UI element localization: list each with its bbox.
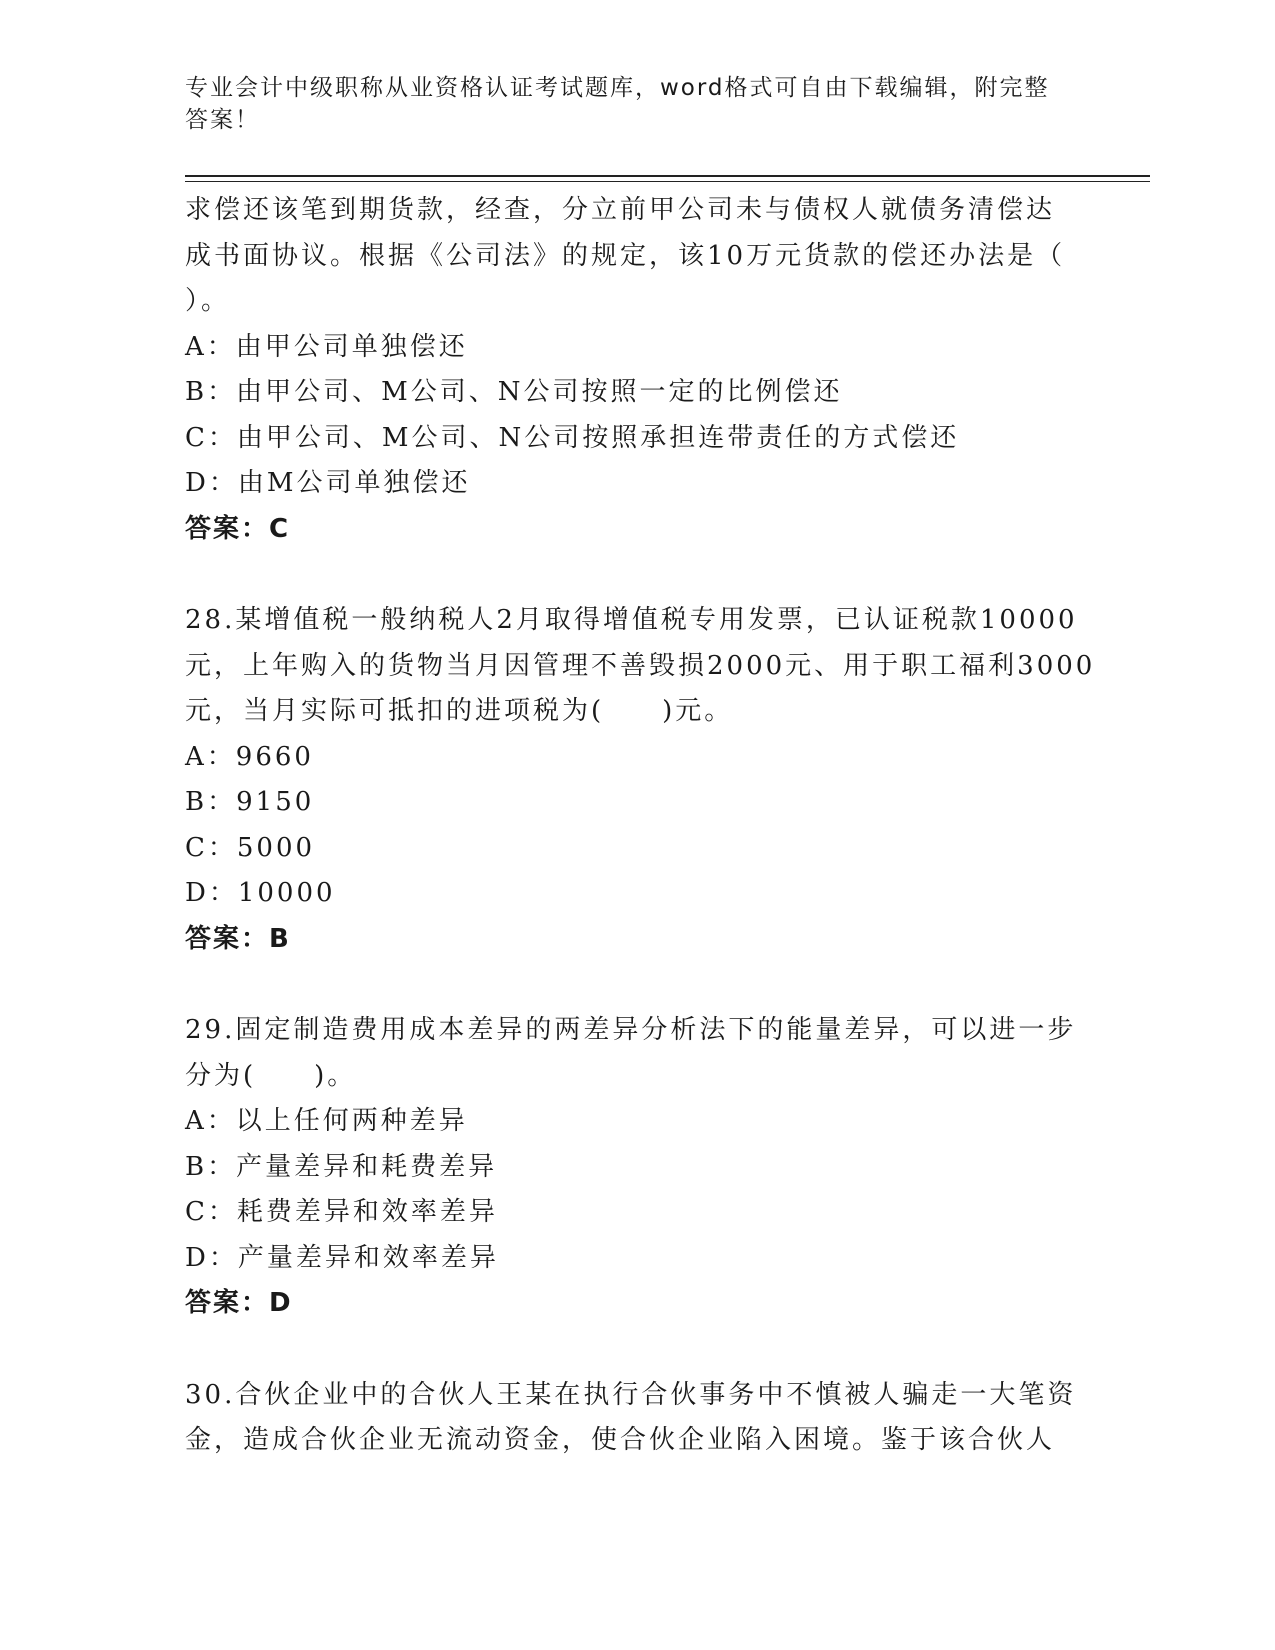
option-a: A：以上任何两种差异 [185, 1106, 468, 1136]
question-text-line: 分为( )。 [185, 1060, 357, 1091]
option-d: D：由M公司单独偿还 [185, 468, 471, 498]
question-text-line: 30.合伙企业中的合伙人王某在执行合伙事务中不慎被人骗走一大笔资 [185, 1379, 1077, 1410]
option-b: B：由甲公司、M公司、N公司按照一定的比例偿还 [185, 377, 843, 407]
question-text-line: 成书面协议。根据《公司法》的规定，该10万元货款的偿还办法是（ [185, 240, 1066, 271]
option-d: D：产量差异和效率差异 [185, 1242, 499, 1273]
question-30 [185, 1373, 1085, 1464]
answer-label: 答案：C [185, 513, 291, 544]
question-29 [185, 1008, 1085, 1327]
question-text-line: 元，上年购入的货物当月因管理不善毁损2000元、用于职工福利3000 [185, 650, 1096, 681]
page-header: 专业会计中级职称从业资格认证考试题库，word格式可自由下载编辑，附完整答案！ [185, 75, 1050, 133]
header-divider-thick [185, 175, 1150, 177]
question-text-line: 求偿还该笔到期货款，经查，分立前甲公司未与债权人就债务清偿达 [185, 195, 1056, 225]
answer-label: 答案：B [185, 923, 291, 954]
option-c: C：耗费差异和效率差异 [185, 1197, 498, 1227]
answer-label: 答案：D [185, 1288, 293, 1318]
question-text-line: 29.固定制造费用成本差异的两差异分析法下的能量差异，可以进一步 [185, 1015, 1077, 1045]
option-b: B：产量差异和耗费差异 [185, 1151, 498, 1182]
spacer [185, 1327, 1085, 1373]
spacer [185, 552, 1085, 598]
question-text-line: ）。 [185, 286, 231, 316]
question-text-line: 金，造成合伙企业无流动资金，使合伙企业陷入困境。鉴于该合伙人 [185, 1425, 1056, 1455]
question-content [185, 188, 1096, 1464]
option-d: D：10000 [185, 878, 336, 908]
option-a: A：由甲公司单独偿还 [185, 331, 468, 362]
question-text-line: 28.某增值税一般纳税人2月取得增值税专用发票，已认证税款10000 [185, 605, 1078, 635]
header-divider-thin [185, 181, 1150, 182]
option-b: B：9150 [185, 787, 315, 817]
option-c: C：5000 [185, 832, 316, 863]
option-a: A：9660 [185, 741, 314, 772]
question-28 [185, 598, 1096, 962]
spacer [185, 962, 1085, 1008]
question-text-line: 元，当月实际可抵扣的进项税为( )元。 [185, 696, 734, 726]
option-c: C：由甲公司、M公司、N公司按照承担连带责任的方式偿还 [185, 422, 960, 453]
question-27-continued [185, 188, 1085, 552]
